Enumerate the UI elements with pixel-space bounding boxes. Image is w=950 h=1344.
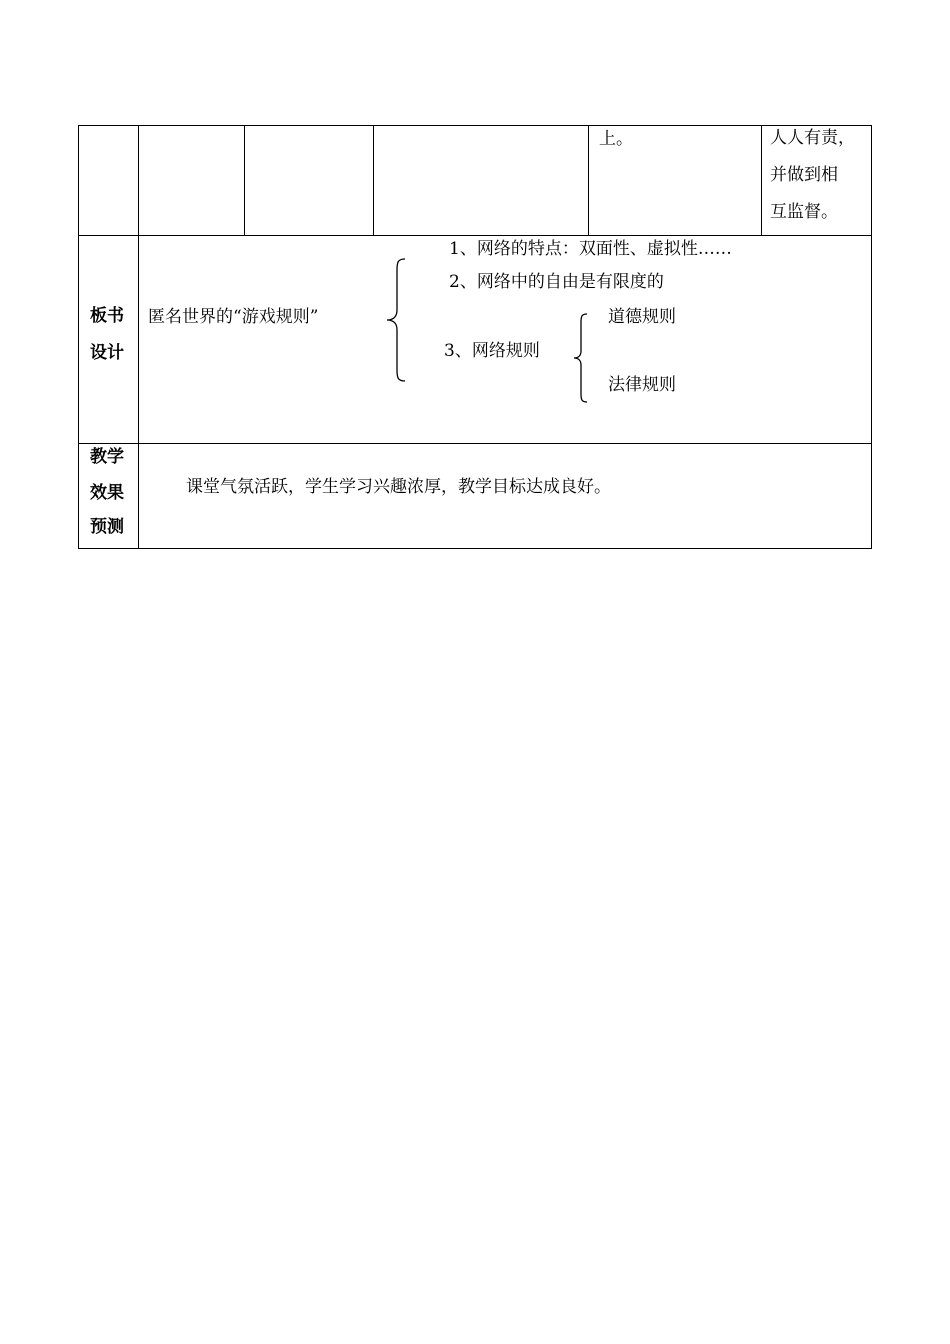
top-row-col6-line-1: 人人有责， [770, 128, 855, 148]
row-divider-2 [78, 443, 872, 444]
board-sub-point-2: 法律规则 [608, 375, 676, 395]
top-row-col6-line-3: 互监督。 [770, 202, 838, 222]
col-divider-4 [588, 125, 589, 235]
col-divider-2 [244, 125, 245, 235]
effect-label-line-1: 教学 [90, 447, 124, 467]
top-row-col5-text: 上。 [599, 129, 633, 149]
table-border-top [78, 125, 872, 126]
top-row-col6-line-2: 并做到相 [770, 165, 838, 185]
table-border-left [78, 125, 79, 549]
table-border-bottom [78, 548, 872, 549]
col-divider-3 [373, 125, 374, 235]
large-brace-icon [385, 258, 407, 382]
board-design-label-line-2: 设计 [90, 343, 124, 363]
table-border-right [871, 125, 872, 549]
effect-label-line-3: 预测 [90, 517, 124, 537]
board-point-2: 2、网络中的自由是有限度的 [449, 272, 664, 292]
board-design-label-line-1: 板书 [90, 306, 124, 326]
label-column-divider [138, 125, 139, 549]
effect-prediction-text: 课堂气氛活跃，学生学习兴趣浓厚，教学目标达成良好。 [186, 477, 611, 497]
effect-label-line-2: 效果 [90, 483, 124, 503]
board-sub-point-1: 道德规则 [608, 307, 676, 327]
board-main-topic: 匿名世界的“游戏规则” [148, 307, 319, 327]
small-brace-icon [573, 313, 589, 403]
lesson-plan-table [78, 125, 872, 549]
row-divider-1 [78, 235, 872, 236]
col-divider-5 [761, 125, 762, 235]
board-point-1: 1、网络的特点：双面性、虚拟性…… [449, 239, 732, 259]
board-point-3: 3、网络规则 [444, 341, 540, 361]
